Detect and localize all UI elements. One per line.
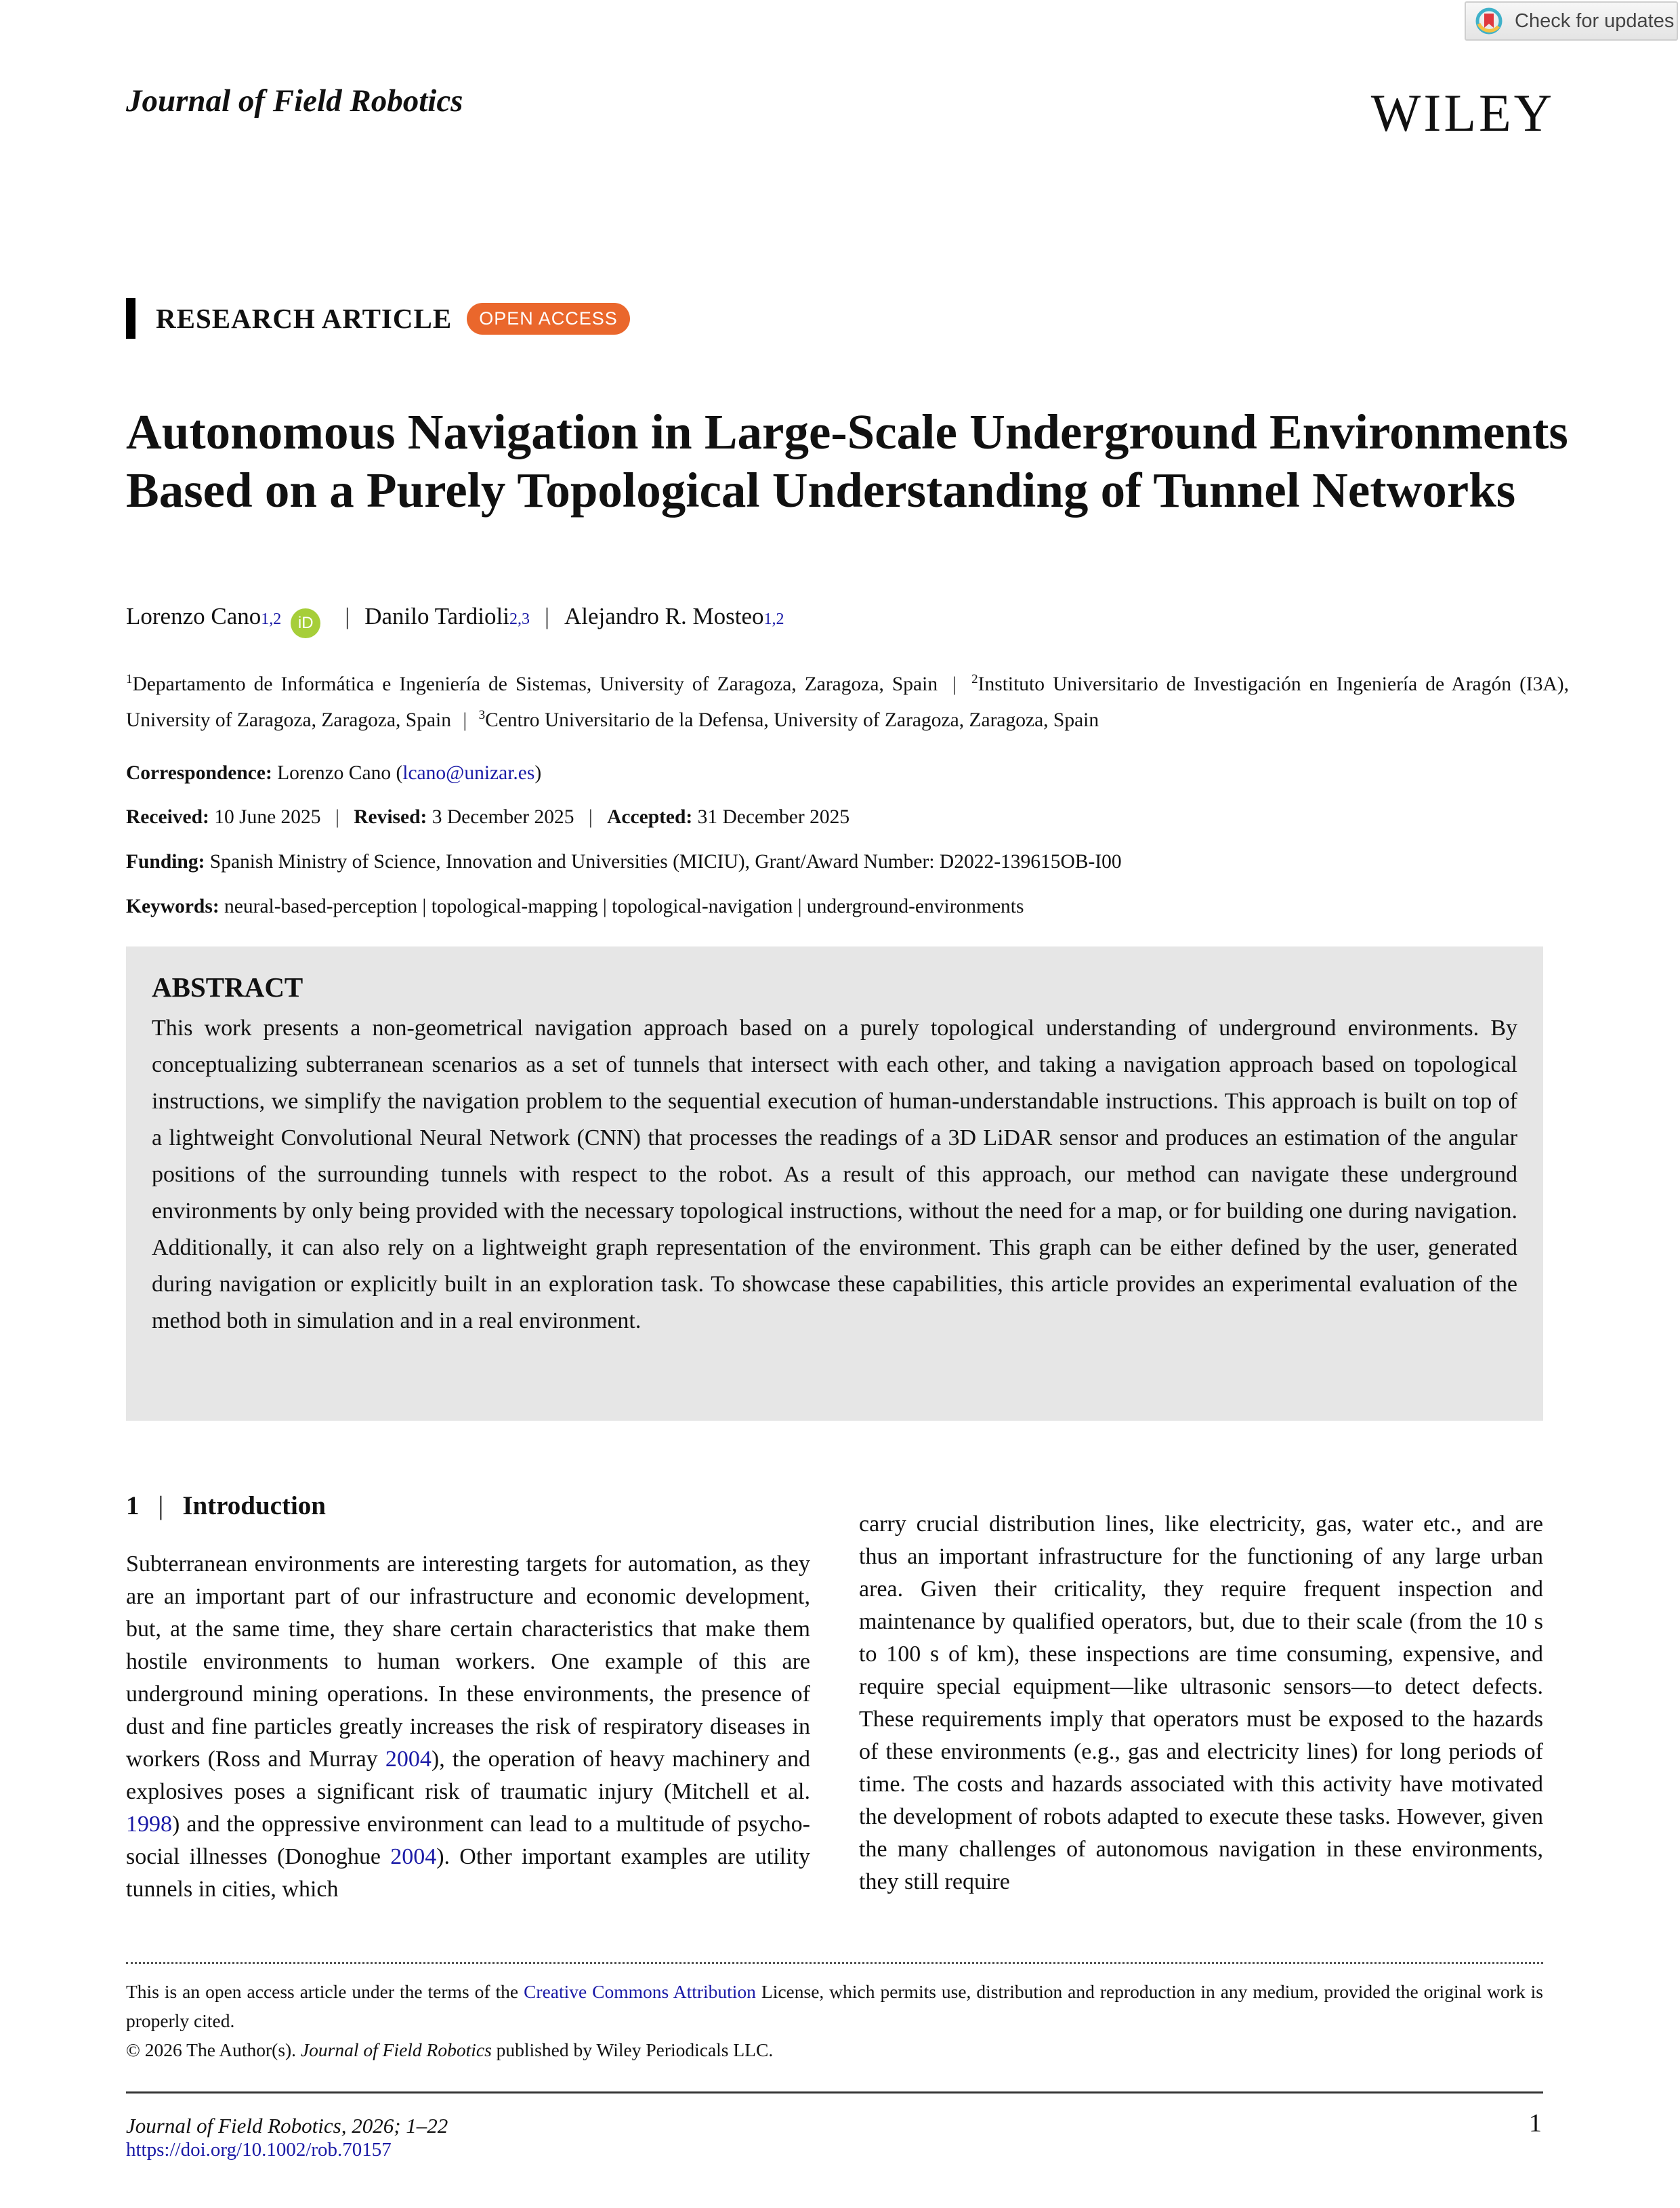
funding-label: Funding:	[126, 851, 205, 873]
article-dates	[126, 806, 1569, 829]
orcid-icon[interactable]: iD	[291, 608, 320, 638]
footnote-divider	[126, 1962, 1543, 1964]
license-text: This is an open access article under the terms of the	[126, 1981, 524, 2002]
body-text: ) and the oppressive environment can lead to a multitude of psycho-social illnesses (Donoghue	[126, 1812, 810, 1869]
article-type-label: RESEARCH ARTICLE	[156, 303, 453, 334]
doi-link[interactable]: https://doi.org/10.1002/rob.70157	[126, 2139, 392, 2161]
open-access-badge: OPEN ACCESS	[467, 303, 630, 335]
funding	[126, 851, 1569, 873]
copyright-text: © 2026 The Author(s).	[126, 2039, 301, 2060]
affiliation: Instituto Universitario de Investigación en Ingeniería de Aragón (I3A), University of Zaragoza, Zaragoza, Spain	[126, 673, 1569, 731]
abstract-box	[126, 946, 1543, 1421]
affil-number: 2	[971, 672, 978, 686]
affil-number: 1	[126, 672, 133, 686]
citation-link[interactable]: 2004	[390, 1844, 437, 1869]
body-text: carry crucial distribution lines, like electricity, gas, water etc., and are thus an important infrastructure for the functioning of any large urban area. Given their criticality, they require frequent inspection and maintenance by qualified operators, but, due to their scale (from the 10 s to 100 s of km), these inspections are time consuming, expensive, and require special equipment—like ultrasonic sensors—to detect defects. These requirements imply that operators must be exposed to the hazards of these environments (e.g., gas and electricity lines) for long periods of time. The costs and hazards associated with this activity have motivated the development of robots adapted to execute these tasks. However, given the many challenges of autonomous navigation in these environments, they still require	[859, 1512, 1543, 1894]
citation-link[interactable]: 2004	[385, 1747, 432, 1772]
section-bar: |	[158, 1491, 164, 1520]
author-separator: |	[544, 603, 549, 629]
cc-license-link[interactable]: Creative Commons Attribution	[524, 1981, 756, 2002]
section-heading	[126, 1491, 326, 1521]
page-number: 1	[1529, 2109, 1542, 2138]
abstract-heading: ABSTRACT	[152, 972, 303, 1003]
date-separator: |	[335, 806, 339, 828]
revised-date: 3 December 2025	[432, 806, 574, 828]
received-label: Received:	[126, 806, 209, 828]
author-name[interactable]: Danilo Tardioli	[364, 603, 509, 629]
author-affil[interactable]: 1,2	[261, 610, 282, 628]
affiliations	[126, 664, 1569, 736]
section-title: Introduction	[182, 1491, 326, 1520]
correspondence	[126, 762, 1569, 785]
bookmark-ribbon-icon	[1475, 7, 1503, 35]
affil-number: 3	[478, 707, 486, 722]
correspondence-label: Correspondence:	[126, 762, 272, 784]
accepted-date: 31 December 2025	[697, 806, 850, 828]
funding-text: Spanish Ministry of Science, Innovation and Universities (MICIU), Grant/Award Number: D2022-139615OB-I00	[209, 851, 1122, 873]
correspondence-email-link[interactable]: lcano@unizar.es	[402, 762, 535, 784]
affil-separator: |	[952, 673, 957, 695]
affiliation: Departamento de Informática e Ingeniería de Sistemas, University of Zaragoza, Zaragoza, Spain	[132, 673, 938, 695]
footer-rule	[126, 2091, 1543, 2094]
copyright	[126, 2039, 773, 2061]
publisher-logo: WILEY	[1370, 83, 1555, 142]
accepted-label: Accepted:	[607, 806, 693, 828]
body-column-left	[126, 1548, 810, 1906]
author-affil[interactable]: 2,3	[509, 610, 530, 628]
author-name[interactable]: Lorenzo Cano	[126, 603, 261, 629]
check-for-updates-button[interactable]	[1465, 1, 1678, 41]
footer-citation: Journal of Field Robotics, 2026; 1–22	[126, 2114, 448, 2138]
keywords-label: Keywords:	[126, 896, 219, 917]
paren: )	[534, 762, 542, 784]
copyright-text: published by Wiley Periodicals LLC.	[491, 2039, 774, 2060]
keywords	[126, 896, 1569, 918]
keywords-text: neural-based-perception | topological-mapping | topological-navigation | underground-environments	[224, 896, 1024, 917]
received-date: 10 June 2025	[214, 806, 321, 828]
copyright-journal: Journal of Field Robotics	[300, 2039, 492, 2060]
body-text: ). Other important examples are utility tunnels in cities, which	[126, 1844, 810, 1902]
section-number: 1	[126, 1491, 140, 1520]
article-type-bar	[126, 298, 135, 339]
license-note	[126, 1977, 1543, 2035]
correspondence-name: Lorenzo Cano (	[277, 762, 403, 784]
date-separator: |	[588, 806, 593, 828]
body-text: Subterranean environments are interesting targets for automation, as they are an important part of our infrastructure and economic development, but, at the same time, they share certain characteristics that make them hostile environments to human workers. One example of this are underground mining operations. In these environments, the presence of dust and fine particles greatly increases the risk of respiratory diseases in workers (Ross and Murray	[126, 1551, 810, 1772]
license-text: License, which permits use, distribution and reproduction in any medium, provided the original work is properly cited.	[126, 1981, 1543, 2031]
affiliation: Centro Universitario de la Defensa, University of Zaragoza, Zaragoza, Spain	[485, 709, 1099, 731]
revised-label: Revised:	[354, 806, 427, 828]
article-title: Autonomous Navigation in Large-Scale Underground Environments Based on a Purely Topological Understanding of Tunnel Networks	[126, 404, 1568, 518]
citation-link[interactable]: 1998	[126, 1812, 172, 1837]
journal-name: Journal of Field Robotics	[126, 83, 463, 119]
abstract-text: This work presents a non-geometrical navigation approach based on a purely topological understanding of underground environments. By conceptualizing subterranean scenarios as a set of tunnels that intersect with each other, and taking a navigation approach based on topological instructions, we simplify the navigation problem to the sequential execution of human-understandable instructions. This approach is built on top of a lightweight Convolutional Neural Network (CNN) that processes the readings of a 3D LiDAR sensor and produces an estimation of the angular positions of the surrounding tunnels with respect to the robot. As a result of this approach, our method can navigate these underground environments by only being provided with the necessary topological instructions, without the need for a map, or for building one during navigation. Additionally, it can also rely on a lightweight graph representation of the environment. This graph can be either defined by the user, generated during navigation or explicitly built in an exploration task. To showcase these capabilities, this article provides an experimental evaluation of the method both in simulation and in a real environment.	[152, 1016, 1517, 1333]
author-affil[interactable]: 1,2	[763, 610, 784, 628]
check-for-updates-label: Check for updates	[1515, 9, 1675, 32]
body-text: ), the operation of heavy machinery and explosives poses a significant risk of traumatic injury (Mitchell et al.	[126, 1747, 810, 1804]
author-separator: |	[345, 603, 350, 629]
author-name[interactable]: Alejandro R. Mosteo	[564, 603, 764, 629]
article-type	[126, 298, 630, 339]
body-column-right	[859, 1508, 1543, 1898]
author-list	[126, 603, 784, 634]
affil-separator: |	[463, 709, 467, 731]
